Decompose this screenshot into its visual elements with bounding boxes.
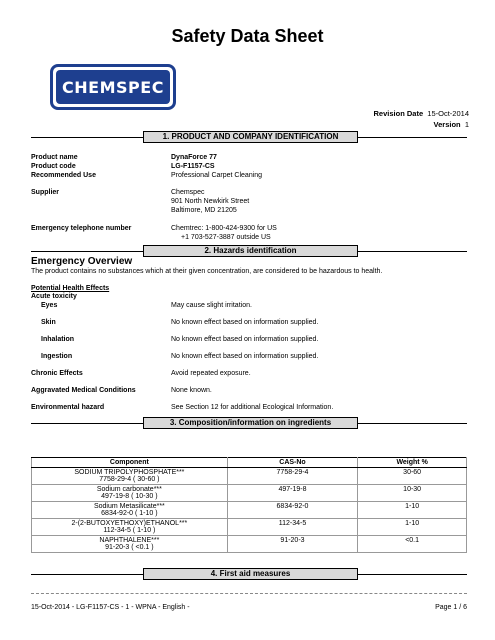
product-name-label: Product name <box>31 154 78 161</box>
column-header-cas: CAS-No <box>227 458 358 468</box>
weight-cell: 1-10 <box>358 502 467 519</box>
section3-heading: 3. Composition/information on ingredients <box>143 417 358 429</box>
eyes-value: May cause slight irritation. <box>171 302 252 309</box>
skin-label: Skin <box>41 319 56 326</box>
table-row <box>32 502 467 519</box>
logo-background <box>56 70 170 104</box>
logo-text: CHEMSPEC <box>62 78 164 97</box>
table-row <box>32 468 467 485</box>
weight-cell: 10-30 <box>358 485 467 502</box>
component-cell <box>32 485 228 502</box>
cas-cell: 7758-29-4 <box>227 468 358 485</box>
recommended-use: Professional Carpet Cleaning <box>171 172 263 179</box>
section1-heading: 1. PRODUCT AND COMPANY IDENTIFICATION <box>143 131 358 143</box>
component-detail: 497-19-8 ( 10-30 ) <box>101 493 158 500</box>
weight-cell: 1-10 <box>358 519 467 536</box>
component-cell <box>32 502 228 519</box>
aggravated-conditions-value: None known. <box>171 387 212 394</box>
revision-date: 15-Oct-2014 <box>427 109 469 118</box>
component-detail: 6834-92-0 ( 1-10 ) <box>101 510 158 517</box>
chronic-effects-label: Chronic Effects <box>31 370 83 377</box>
column-header-component: Component <box>32 458 228 468</box>
component-cell <box>32 468 228 485</box>
table-header-row <box>32 458 467 468</box>
column-header-weight: Weight % <box>358 458 467 468</box>
aggravated-conditions-label: Aggravated Medical Conditions <box>31 387 136 394</box>
footer-page-number: Page 1 / 6 <box>435 604 467 611</box>
potential-health-effects-label: Potential Health Effects <box>31 285 110 292</box>
component-name: Sodium Metasilicate*** <box>93 503 165 510</box>
environmental-hazard-label: Environmental hazard <box>31 404 105 411</box>
supplier-label: Supplier <box>31 189 60 196</box>
version-value: 1 <box>464 120 469 129</box>
inhalation-value: No known effect based on information supplied. <box>171 336 319 343</box>
product-code-label: Product code <box>31 163 76 170</box>
version-label: Version <box>433 120 461 129</box>
component-detail: 112-34-5 ( 1-10 ) <box>103 527 156 534</box>
environmental-hazard-value: See Section 12 for additional Ecological Information. <box>171 404 334 411</box>
eyes-label: Eyes <box>41 302 58 309</box>
emergency-overview-title: Emergency Overview <box>31 256 133 267</box>
cas-cell: 91-20-3 <box>227 536 358 553</box>
emergency-intl: +1 703-527-3887 outside US <box>181 234 271 241</box>
inhalation-label: Inhalation <box>41 336 75 343</box>
section4-heading: 4. First aid measures <box>143 568 358 580</box>
section2-heading: 2. Hazards identification <box>143 245 358 257</box>
component-name: SODIUM TRIPOLYPHOSPHATE*** <box>74 469 185 476</box>
weight-cell: <0.1 <box>358 536 467 553</box>
supplier-street: 901 North Newkirk Street <box>171 198 250 205</box>
revision-info <box>374 108 469 130</box>
table-row <box>32 519 467 536</box>
emergency-label: Emergency telephone number <box>31 225 132 232</box>
ingestion-value: No known effect based on information supplied. <box>171 353 319 360</box>
recommended-use-label: Recommended Use <box>31 172 96 179</box>
component-detail: 91-20-3 ( <0.1 ) <box>105 544 154 551</box>
cas-cell: 6834-92-0 <box>227 502 358 519</box>
skin-value: No known effect based on information supplied. <box>171 319 319 326</box>
ingredients-table <box>31 457 467 553</box>
component-cell <box>32 536 228 553</box>
acute-toxicity-label: Acute toxicity <box>31 293 77 300</box>
footer-divider <box>31 593 467 594</box>
document-title: Safety Data Sheet <box>171 26 324 46</box>
footer-document-info: 15-Oct-2014 - LG-F1157-CS - 1 - WPNA - English - <box>31 604 190 611</box>
table-row <box>32 536 467 553</box>
supplier-name: Chemspec <box>171 189 205 196</box>
chemspec-logo <box>50 64 176 110</box>
revision-date-label: Revision Date <box>373 109 424 118</box>
component-name: Sodium carbonate*** <box>96 486 162 493</box>
chronic-effects-value: Avoid repeated exposure. <box>171 370 251 377</box>
ingestion-label: Ingestion <box>41 353 73 360</box>
component-cell <box>32 519 228 536</box>
component-name: 2-(2-BUTOXYETHOXY)ETHANOL*** <box>71 520 188 527</box>
product-name: DynaForce 77 <box>171 154 217 161</box>
supplier-city: Baltimore, MD 21205 <box>171 207 237 214</box>
component-detail: 7758-29-4 ( 30-60 ) <box>99 476 160 483</box>
weight-cell: 30-60 <box>358 468 467 485</box>
cas-cell: 497-19-8 <box>227 485 358 502</box>
product-code: LG-F1157-CS <box>171 163 215 170</box>
table-row <box>32 485 467 502</box>
emergency-overview-text: The product contains no substances which at their given concentration, are considered to be hazardous to health. <box>31 268 383 275</box>
emergency-us: Chemtrec: 1-800-424-9300 for US <box>171 225 277 232</box>
component-name: NAPHTHALENE*** <box>99 537 160 544</box>
cas-cell: 112-34-5 <box>227 519 358 536</box>
